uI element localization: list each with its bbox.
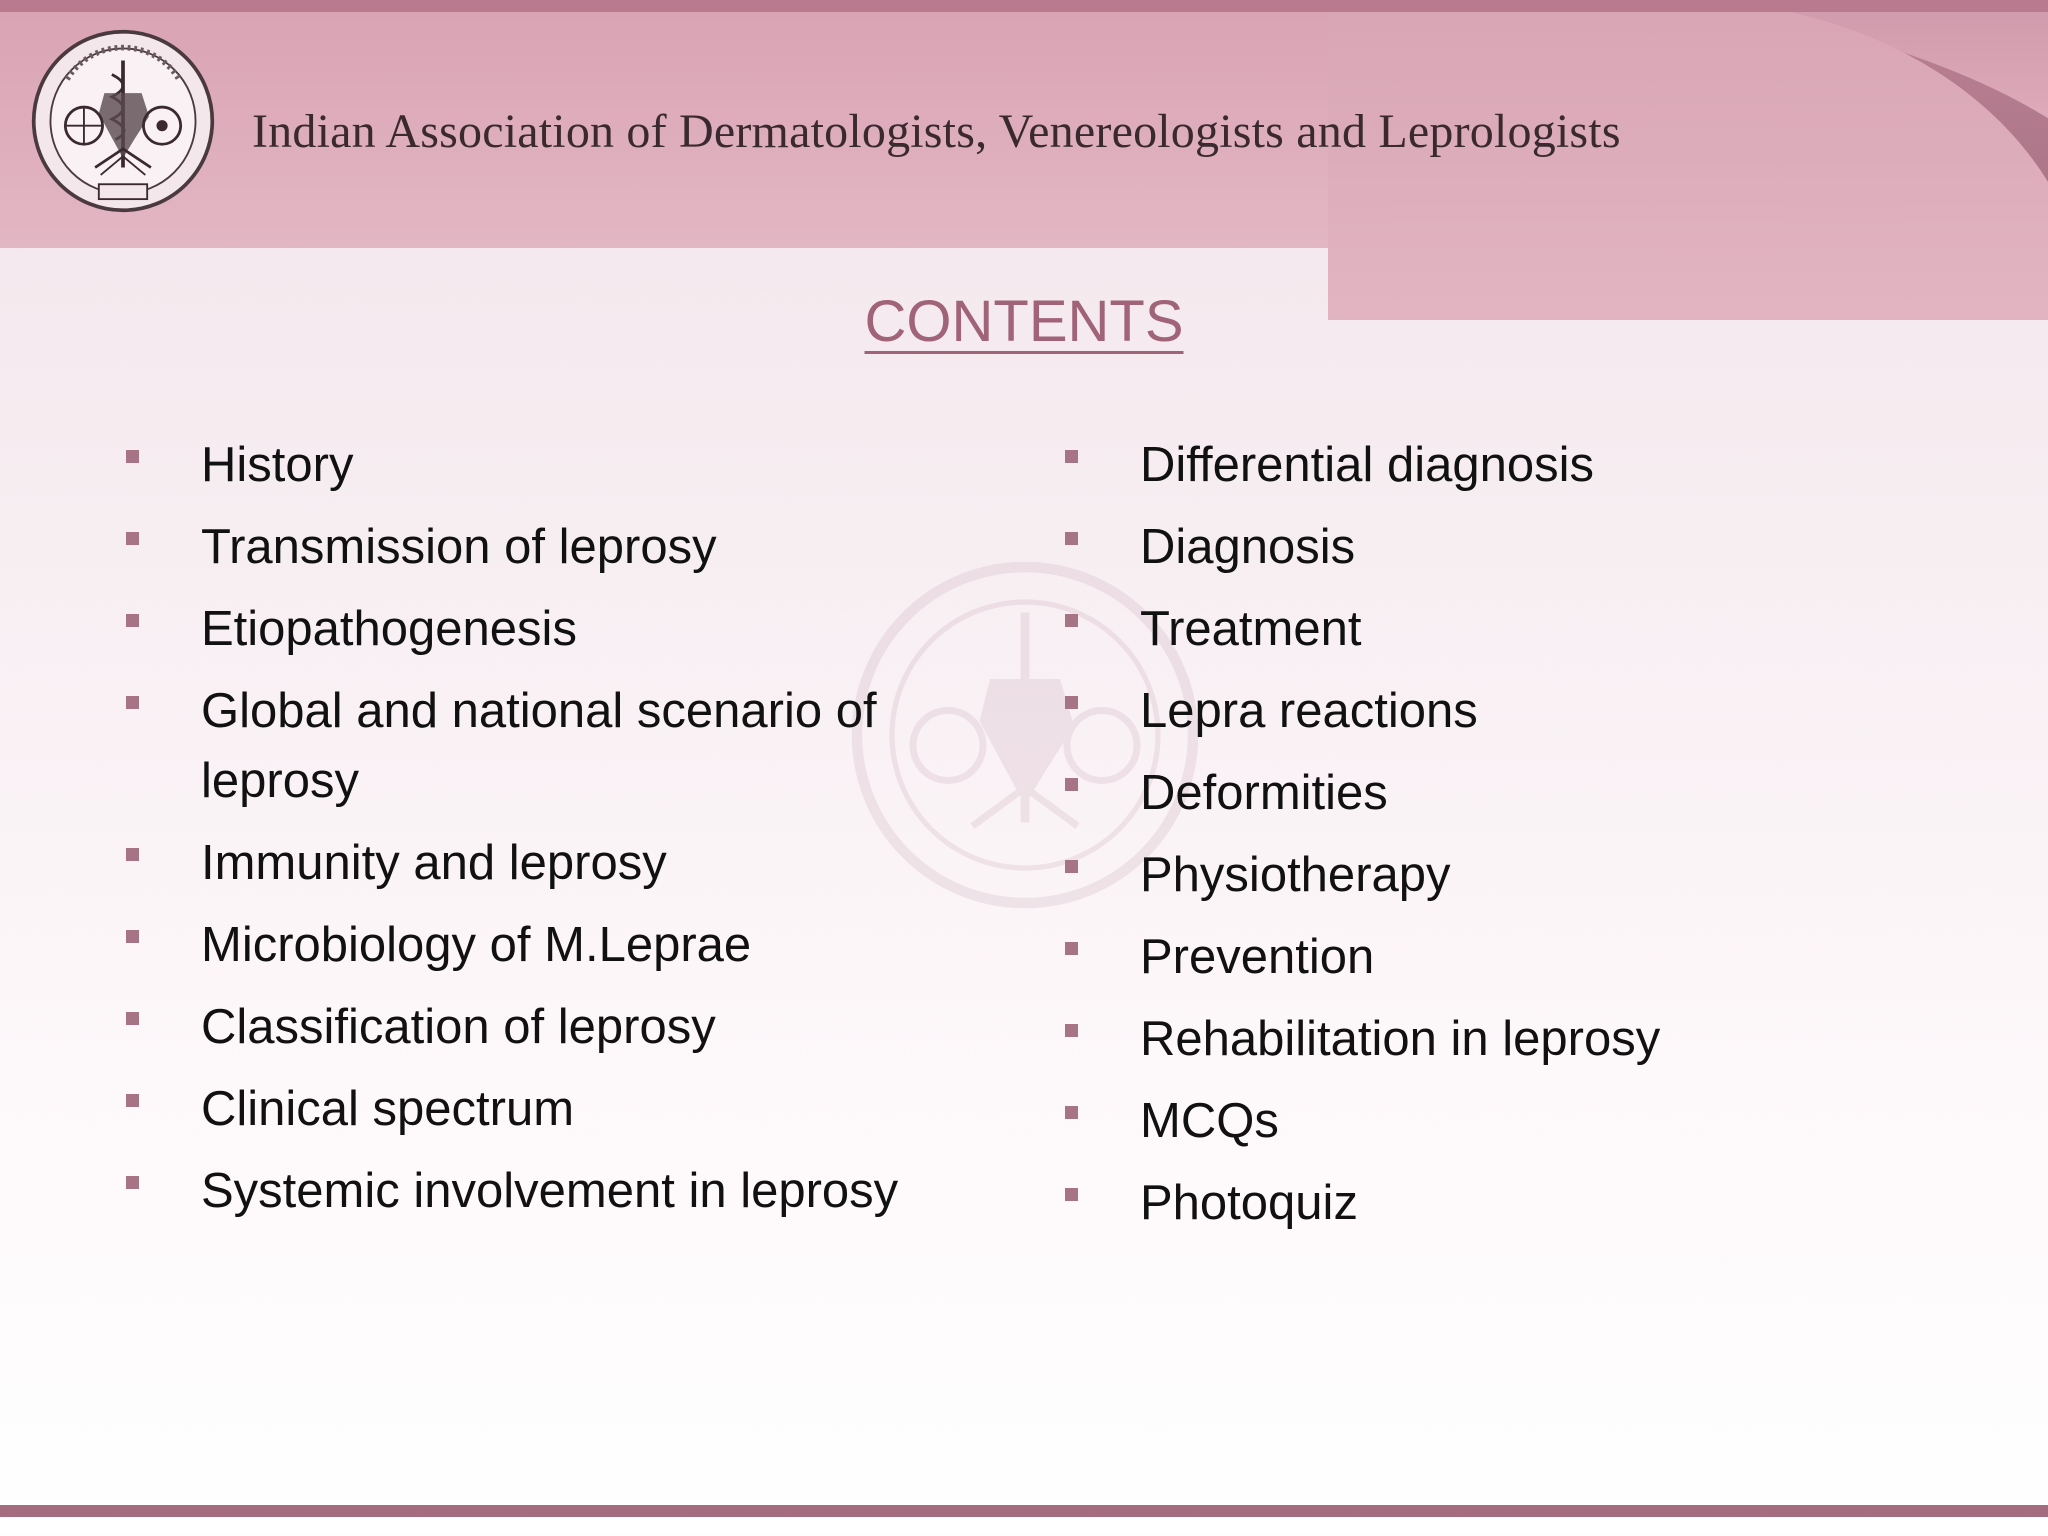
list-item-label: Rehabilitation in leprosy (1140, 1012, 1661, 1066)
slide-title: CONTENTS (864, 289, 1184, 354)
bullet-icon (126, 614, 139, 627)
bullet-icon (1065, 1106, 1078, 1119)
list-item (126, 828, 1006, 898)
list-item-label: Deformities (1140, 766, 1388, 820)
bullet-icon (1065, 1188, 1078, 1201)
header-banner (0, 0, 2048, 248)
bullet-icon (1065, 450, 1078, 463)
list-item-label: Etiopathogenesis (201, 602, 577, 656)
list-item-label: Photoquiz (1140, 1176, 1358, 1230)
list-item (126, 430, 1006, 500)
list-item-label: Prevention (1140, 930, 1375, 984)
bullet-icon (126, 1012, 139, 1025)
bullet-icon (126, 930, 139, 943)
bullet-icon (1065, 942, 1078, 955)
bullet-icon (126, 848, 139, 861)
list-item-label: Microbiology of M.Leprae (201, 918, 752, 972)
list-item-label: Transmission of leprosy (201, 520, 717, 574)
bullet-icon (1065, 614, 1078, 627)
list-item (1065, 840, 1965, 910)
bullet-icon (126, 696, 139, 709)
bullet-icon (1065, 860, 1078, 873)
organization-name: Indian Association of Dermatologists, Venereologists and Leprologists (252, 105, 1621, 158)
bullet-icon (126, 532, 139, 545)
list-item (1065, 594, 1965, 664)
list-item (1065, 1086, 1965, 1156)
bullet-icon (1065, 532, 1078, 545)
bullet-icon (1065, 696, 1078, 709)
list-item-label: Immunity and leprosy (201, 836, 667, 890)
header-top-band (0, 0, 2048, 12)
list-item-label: Differential diagnosis (1140, 438, 1594, 492)
bullet-icon (126, 1176, 139, 1189)
bullet-icon (126, 1094, 139, 1107)
list-item-label: Systemic involvement in leprosy (201, 1164, 899, 1218)
list-item-label: Lepra reactions (1140, 684, 1478, 738)
list-item-label: Classification of leprosy (201, 1000, 716, 1054)
list-item (1065, 922, 1965, 992)
list-item (1065, 758, 1965, 828)
list-item (126, 910, 1006, 980)
list-item (1065, 1004, 1965, 1074)
list-item-label: MCQs (1140, 1094, 1279, 1148)
contents-list-right (1065, 430, 1965, 1250)
list-item (126, 594, 1006, 664)
list-item (126, 992, 1006, 1062)
contents-list-left (126, 430, 1006, 1238)
list-item (126, 676, 1006, 816)
list-item (1065, 676, 1965, 746)
list-item (126, 1074, 1006, 1144)
list-item-label: History (201, 438, 354, 492)
header-curve-inner-decoration (1328, 0, 2048, 320)
list-item (1065, 430, 1965, 500)
list-item-label: Diagnosis (1140, 520, 1356, 574)
footer-divider (0, 1505, 2048, 1517)
list-item (1065, 1168, 1965, 1238)
list-item (1065, 512, 1965, 582)
list-item-label: Global and national scenario of leprosy (201, 684, 877, 808)
list-item-label: Clinical spectrum (201, 1082, 575, 1136)
bullet-icon (1065, 1024, 1078, 1037)
list-item-label: Physiotherapy (1140, 848, 1451, 902)
list-item (126, 1156, 1006, 1226)
bullet-icon (126, 450, 139, 463)
list-item (126, 512, 1006, 582)
association-logo (30, 28, 216, 214)
list-item-label: Treatment (1140, 602, 1362, 656)
bullet-icon (1065, 778, 1078, 791)
